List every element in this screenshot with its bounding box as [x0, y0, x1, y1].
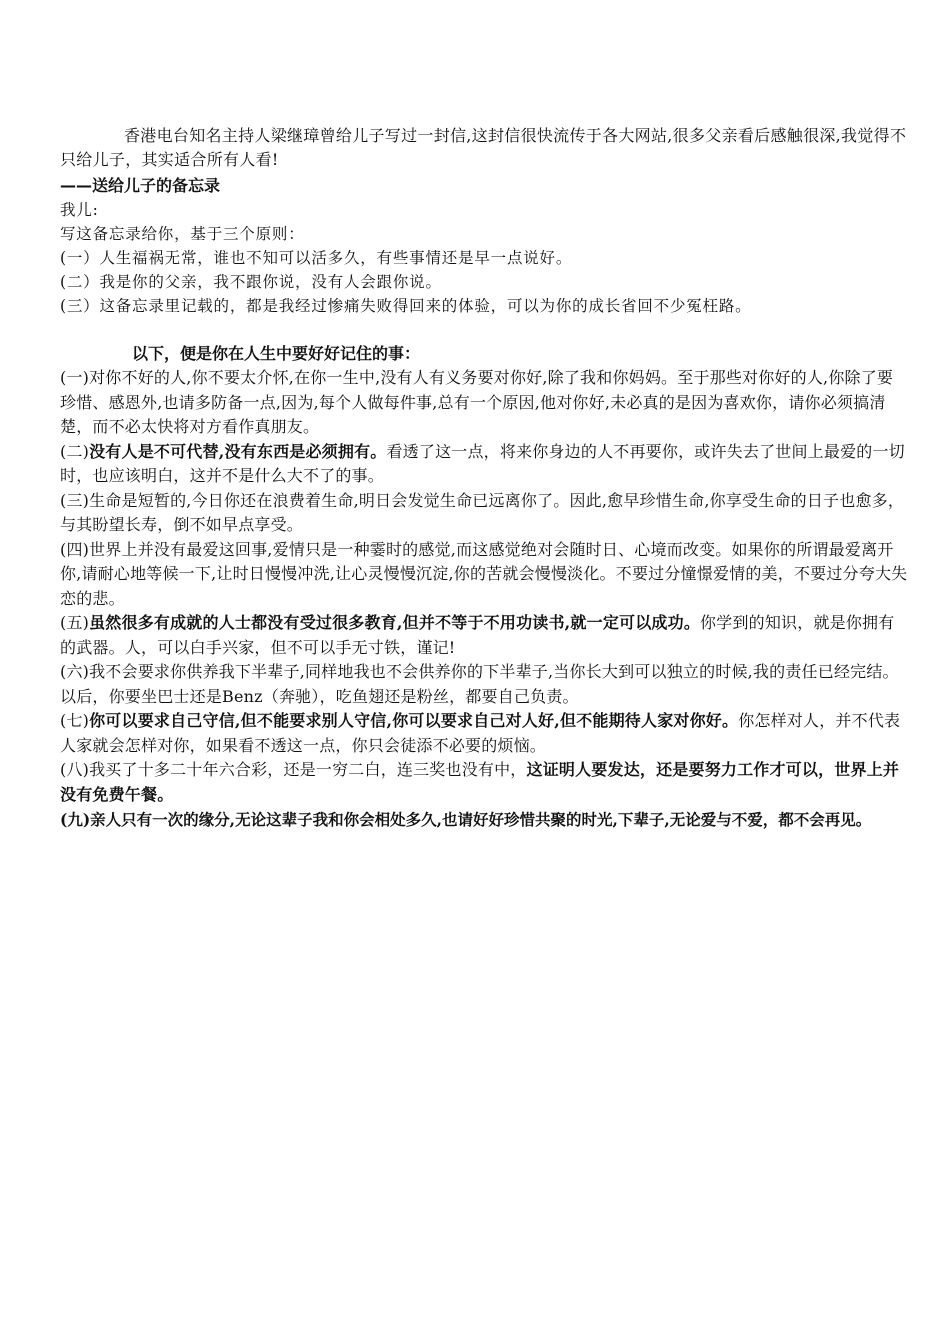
item-text: 我不会要求你供养我下半辈子,同样地我也不会供养你的下半辈子,当你长大到可以独立的时候,我的责任已经完结。以后，你要坐巴士还是Benz（奔驰），吃鱼翅还是粉丝，都要自己负责。 — [60, 662, 899, 706]
item-4 — [60, 538, 908, 612]
principle-1: (一）人生福祸无常，谁也不知可以活多久，有些事情还是早一点说好。 — [60, 249, 573, 267]
item-8 — [60, 758, 908, 807]
principle-2: (二）我是你的父亲，我不跟你说，没有人会跟你说。 — [60, 273, 442, 291]
item-9: (九)亲人只有一次的缘分,无论这辈子我和你会相处多久,也请好好珍惜共聚的时光,下辈子,无论爱与不爱，都不会再见。 — [60, 810, 872, 829]
item-prefix: (一) — [60, 368, 90, 387]
item-prefix: (四) — [60, 539, 90, 559]
item-text: 你学到的知识，就是你拥有的武器。人，可以白手兴家，但不可以手无寸铁，谨记! — [60, 613, 895, 657]
item-prefix: (六) — [60, 662, 90, 681]
item-prefix: (五) — [60, 613, 90, 632]
item-tail-bold-text: 这证明人要发达，还是要努力工作才可以，世界上并没有免费午餐。 — [60, 760, 900, 804]
item-text: 生命是短暂的,今日你还在浪费着生命,明日会发觉生命已远离你了。因此,愈早珍惜生命,你享受生命的日子也愈多，与其盼望长寿，倒不如早点享受。 — [60, 490, 905, 534]
item-bold-text: 你可以要求自己守信,但不能要求别人守信,你可以要求自己对人好,但不能期待人家对你好。 — [89, 711, 739, 730]
item-prefix: (八) — [60, 760, 90, 779]
greeting: 我儿: — [60, 201, 99, 219]
item-text: 看透了这一点，将来你身边的人不再要你，或许失去了世间上最爱的一切时，也应该明白，这并不是什么大不了的事。 — [60, 441, 905, 485]
item-bold-text: 虽然很多有成就的人士都没有受过很多教育,但并不等于不用功读书,就一定可以成功。 — [89, 613, 701, 632]
item-text: 我买了十多二十年六合彩，还是一穷二白，连三奖也没有中， — [89, 760, 527, 779]
item-7 — [60, 709, 908, 758]
item-2 — [60, 440, 908, 489]
preface: 写这备忘录给你，基于三个原则： — [60, 225, 305, 243]
principle-3: (三）这备忘录里记载的，都是我经过惨痛失败得回来的体验，可以为你的成长省回不少冤枉路。 — [60, 297, 752, 315]
intro-paragraph: 香港电台知名主持人梁继璋曾给儿子写过一封信,这封信很快流传于各大网站,很多父亲看后感触很深,我觉得不只给儿子，其实适合所有人看! — [60, 126, 907, 169]
item-text: 对你不好的人,你不要太介怀,在你一生中,没有人有义务要对你好,除了我和你妈妈。至于那些对你好的人,你除了要珍惜、感恩外,也请多防备一点,因为,每个人做每件事,总有一个原因,他对你好,未必真的是因为喜欢你，请你必须搞清楚，而不必太快将对方看作真朋友。 — [60, 368, 894, 436]
memo-title: ——送给儿子的备忘录 — [60, 176, 221, 195]
item-prefix: (七) — [60, 711, 90, 730]
spacer — [60, 318, 908, 342]
item-prefix: (三) — [60, 490, 90, 510]
subheading: 以下，便是你在人生中要好好记住的事： — [132, 344, 421, 363]
item-text: 你怎样对人，并不代表人家就会怎样对你，如果看不透这一点，你只会徒添不必要的烦恼。 — [60, 711, 901, 755]
item-5 — [60, 611, 908, 660]
item-prefix: (二) — [60, 441, 90, 461]
item-6 — [60, 660, 908, 709]
item-3 — [60, 489, 908, 538]
item-text: 世界上并没有最爱这回事,爱情只是一种霎时的感觉,而这感觉绝对会随时日、心境而改变。如果你的所谓最爱离开你,请耐心地等候一下,让时日慢慢冲洗,让心灵慢慢沉淀,你的苦就会慢慢淡化。不要过分憧憬爱情的美，不要过分夸大失恋的悲。 — [60, 539, 908, 608]
item-1 — [60, 366, 908, 440]
item-bold-text: 没有人是不可代替,没有东西是必须拥有。 — [89, 441, 387, 461]
